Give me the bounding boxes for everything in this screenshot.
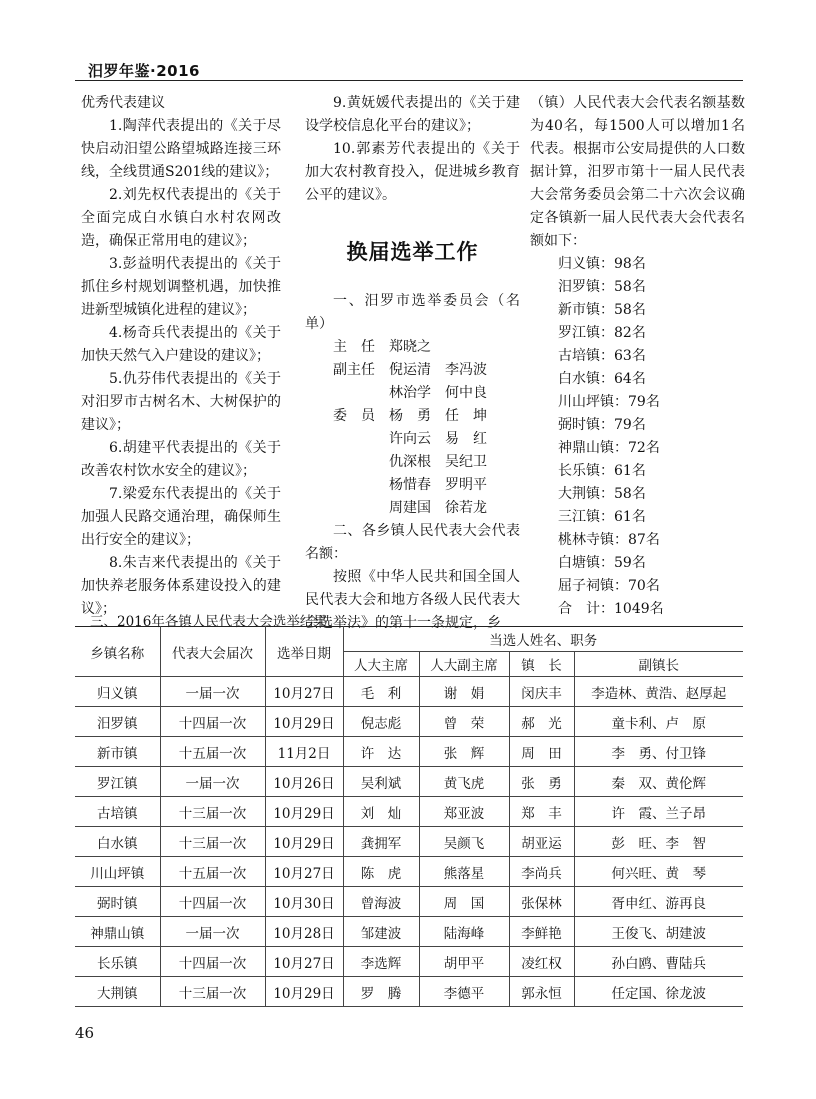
cell-chair: 许 达 [343, 737, 419, 767]
cell-chair: 陈 虎 [343, 857, 419, 887]
quota-row [530, 460, 745, 483]
quota-row [530, 552, 745, 575]
cell-town: 川山坪镇 [75, 857, 160, 887]
cell-town: 弼时镇 [75, 887, 160, 917]
header-date: 选举日期 [265, 627, 343, 677]
quota-count: 98名 [614, 256, 646, 272]
cell-vice-chair: 李德平 [419, 977, 509, 1007]
header-vice-chair: 人大副主席 [419, 652, 509, 677]
proposal-item: 3.彭益明代表提出的《关于抓住乡村规划调整机遇，加快推进新型城镇化进程的建议》； [81, 256, 281, 318]
page-number: 46 [75, 1024, 95, 1042]
quota-town: 罗江镇： [558, 325, 614, 341]
cell-date: 10月29日 [265, 977, 343, 1007]
cell-chair: 吴利斌 [343, 767, 419, 797]
quota-count: 58名 [614, 302, 646, 318]
quota-count: 79名 [614, 417, 646, 433]
quota-count: 72名 [628, 440, 660, 456]
cell-session: 一届一次 [160, 767, 265, 797]
quota-row [530, 368, 745, 391]
table-row [75, 707, 743, 737]
proposal-item: 2.刘先权代表提出的《关于全面完成白水镇白水村农网改造，确保正常用电的建议》； [81, 187, 281, 249]
quota-count: 64名 [614, 371, 646, 387]
quota-town: 白水镇： [558, 371, 614, 387]
cell-date: 10月27日 [265, 677, 343, 707]
cell-mayor: 张 勇 [509, 767, 574, 797]
excellent-proposals-title: 优秀代表建议 [81, 95, 165, 111]
cell-mayor: 张保林 [509, 887, 574, 917]
header-mayor: 镇 长 [509, 652, 574, 677]
quota-town: 合 计： [558, 601, 614, 617]
cell-date: 10月27日 [265, 947, 343, 977]
table-row [75, 947, 743, 977]
table-row [75, 677, 743, 707]
cell-vice-chair: 谢 娟 [419, 677, 509, 707]
table-row [75, 887, 743, 917]
cell-vice-chair: 张 辉 [419, 737, 509, 767]
cell-chair: 曾海波 [343, 887, 419, 917]
quota-row [530, 598, 745, 621]
cell-vice-chair: 曾 荣 [419, 707, 509, 737]
quota-count: 87名 [628, 532, 660, 548]
cell-mayor: 周 田 [509, 737, 574, 767]
election-results-table [75, 626, 743, 1007]
cell-town: 古培镇 [75, 797, 160, 827]
quota-town: 归义镇： [558, 256, 614, 272]
quota-count: 58名 [614, 486, 646, 502]
cell-mayor: 李尚兵 [509, 857, 574, 887]
quota-intro: 按照《中华人民共和国全国人民代表大会和地方各级人民代表大会选举法》的第十一条规定，乡 [305, 569, 520, 631]
quota-town: 大荆镇： [558, 486, 614, 502]
proposal-item: 4.杨奇兵代表提出的《关于加快天然气入户建设的建议》； [81, 325, 281, 364]
committee-member-line: 委 员 杨 勇 任 坤 [333, 408, 487, 424]
cell-vice-chair: 周 国 [419, 887, 509, 917]
cell-session: 十三届一次 [160, 977, 265, 1007]
header-vice-mayor: 副镇长 [574, 652, 743, 677]
quota-row [530, 483, 745, 506]
committee-member-line: 杨惜春 罗明平 [333, 477, 487, 493]
quota-row [530, 437, 745, 460]
cell-date: 10月29日 [265, 797, 343, 827]
quota-row [530, 529, 745, 552]
cell-mayor: 郭永恒 [509, 977, 574, 1007]
quota-count: 82名 [614, 325, 646, 341]
header-elected-group: 当选人姓名、职务 [343, 627, 743, 652]
cell-chair: 刘 灿 [343, 797, 419, 827]
cell-vice-chair: 黄飞虎 [419, 767, 509, 797]
cell-vice-mayor: 王俊飞、胡建波 [574, 917, 743, 947]
table-row [75, 737, 743, 767]
cell-vice-mayor: 彭 旺、李 智 [574, 827, 743, 857]
quota-row [530, 253, 745, 276]
cell-vice-mayor: 秦 双、黄伦辉 [574, 767, 743, 797]
cell-date: 10月30日 [265, 887, 343, 917]
quota-count: 63名 [614, 348, 646, 364]
proposal-item: 7.梁爱东代表提出的《关于加强人民路交通治理，确保师生出行安全的建议》； [81, 486, 281, 548]
committee-list [305, 336, 520, 520]
cell-session: 十五届一次 [160, 737, 265, 767]
table-row [75, 827, 743, 857]
cell-date: 11月2日 [265, 737, 343, 767]
cell-vice-chair: 郑亚波 [419, 797, 509, 827]
cell-chair: 邹建波 [343, 917, 419, 947]
column-3 [530, 92, 745, 621]
committee-member-line: 许向云 易 红 [333, 431, 487, 447]
cell-vice-mayor: 任定国、徐龙波 [574, 977, 743, 1007]
quota-row [530, 575, 745, 598]
cell-date: 10月26日 [265, 767, 343, 797]
column-2 [305, 92, 520, 635]
quota-count: 1049名 [614, 601, 664, 617]
cell-session: 十三届一次 [160, 827, 265, 857]
cell-town: 汨罗镇 [75, 707, 160, 737]
cell-mayor: 李鲜艳 [509, 917, 574, 947]
quota-count: 79名 [628, 394, 660, 410]
committee-member-line: 周建国 徐若龙 [333, 500, 487, 516]
proposal-item: 8.朱吉来代表提出的《关于加快养老服务体系建设投入的建议》； [81, 555, 281, 617]
proposal-list-continued [305, 92, 520, 207]
quota-heading: 二、各乡镇人民代表大会代表名额： [305, 523, 520, 562]
cell-town: 长乐镇 [75, 947, 160, 977]
quota-town: 三江镇： [558, 509, 614, 525]
cell-vice-mayor: 胥申红、游再良 [574, 887, 743, 917]
header-rule [75, 80, 743, 81]
header-chair: 人大主席 [343, 652, 419, 677]
quota-row [530, 299, 745, 322]
cell-chair: 倪志彪 [343, 707, 419, 737]
cell-chair: 毛 利 [343, 677, 419, 707]
proposal-list [81, 115, 281, 621]
cell-vice-mayor: 何兴旺、黄 琴 [574, 857, 743, 887]
cell-town: 归义镇 [75, 677, 160, 707]
quota-town: 神鼎山镇： [558, 440, 628, 456]
proposal-item: 5.仇芬伟代表提出的《关于对汨罗市古树名木、大树保护的建议》； [81, 371, 281, 433]
cell-town: 白水镇 [75, 827, 160, 857]
quota-town: 汨罗镇： [558, 279, 614, 295]
quota-town: 长乐镇： [558, 463, 614, 479]
cell-vice-mayor: 李造林、黄浩、赵厚起 [574, 677, 743, 707]
cell-session: 十四届一次 [160, 707, 265, 737]
quota-town: 桃林寺镇： [558, 532, 628, 548]
cell-vice-chair: 熊落星 [419, 857, 509, 887]
header-session: 代表大会届次 [160, 627, 265, 677]
quota-row [530, 391, 745, 414]
cell-date: 10月28日 [265, 917, 343, 947]
cell-vice-chair: 胡甲平 [419, 947, 509, 977]
running-header: 汨罗年鉴·2016 [88, 62, 200, 80]
cell-vice-mayor: 李 勇、付卫锋 [574, 737, 743, 767]
quota-row [530, 506, 745, 529]
quota-count: 59名 [614, 555, 646, 571]
quota-list [530, 253, 745, 621]
quota-count: 70名 [628, 578, 660, 594]
section-title: 换届选举工作 [346, 239, 479, 264]
quota-town: 川山坪镇： [558, 394, 628, 410]
quota-town: 白塘镇： [558, 555, 614, 571]
cell-vice-mayor: 许 霞、兰子昂 [574, 797, 743, 827]
cell-vice-chair: 陆海峰 [419, 917, 509, 947]
cell-chair: 李选辉 [343, 947, 419, 977]
cell-mayor: 郝 光 [509, 707, 574, 737]
quota-row [530, 322, 745, 345]
cell-town: 罗江镇 [75, 767, 160, 797]
quota-row [530, 345, 745, 368]
cell-session: 一届一次 [160, 677, 265, 707]
table-row [75, 767, 743, 797]
cell-chair: 龚拥军 [343, 827, 419, 857]
table-row [75, 797, 743, 827]
committee-heading: 一、汨罗市选举委员会（名单） [305, 293, 520, 332]
cell-session: 十四届一次 [160, 947, 265, 977]
committee-member-line: 主 任 郑晓之 [333, 339, 431, 355]
quota-count: 61名 [614, 509, 646, 525]
cell-chair: 罗 腾 [343, 977, 419, 1007]
cell-town: 大荆镇 [75, 977, 160, 1007]
proposal-item: 1.陶萍代表提出的《关于尽快启动汨望公路望城路连接三环线，全线贯通S201线的建议》； [81, 118, 281, 180]
cell-session: 十三届一次 [160, 797, 265, 827]
quota-town: 弼时镇： [558, 417, 614, 433]
cell-mayor: 闵庆丰 [509, 677, 574, 707]
quota-row [530, 276, 745, 299]
table-caption: 三、2016年各镇人民代表大会选举结果 [90, 614, 327, 630]
cell-town: 神鼎山镇 [75, 917, 160, 947]
cell-date: 10月29日 [265, 707, 343, 737]
quota-town: 古培镇： [558, 348, 614, 364]
cell-mayor: 郑 丰 [509, 797, 574, 827]
committee-member-line: 林治学 何中良 [333, 385, 487, 401]
header-town: 乡镇名称 [75, 627, 160, 677]
cell-date: 10月27日 [265, 857, 343, 887]
quota-row [530, 414, 745, 437]
table-row [75, 917, 743, 947]
committee-member-line: 副主任 倪运清 李冯波 [333, 362, 487, 378]
cell-mayor: 凌红权 [509, 947, 574, 977]
proposal-item: 9.黄妩媛代表提出的《关于建设学校信息化平台的建议》； [305, 95, 520, 134]
quota-town: 屈子祠镇： [558, 578, 628, 594]
cell-mayor: 胡亚运 [509, 827, 574, 857]
cell-session: 十五届一次 [160, 857, 265, 887]
table-row [75, 857, 743, 887]
cell-date: 10月29日 [265, 827, 343, 857]
quota-paragraph: （镇）人民代表大会代表名额基数为40名，每1500人可以增加1名代表。根据市公安局提供的人口数据计算，汨罗市第十一届人民代表大会常务委员会第二十六次会议确定各镇新一届人民代表大会代表名额如下： [530, 95, 745, 249]
proposal-item: 10.郭素芳代表提出的《关于加大农村教育投入，促进城乡教育公平的建议》。 [305, 141, 520, 203]
quota-town: 新市镇： [558, 302, 614, 318]
table-row [75, 977, 743, 1007]
cell-session: 十四届一次 [160, 887, 265, 917]
proposal-item: 6.胡建平代表提出的《关于改善农村饮水安全的建议》； [81, 440, 281, 479]
cell-vice-mayor: 孙白鸥、曹陆兵 [574, 947, 743, 977]
cell-vice-mayor: 童卡利、卢 原 [574, 707, 743, 737]
cell-vice-chair: 吴颜飞 [419, 827, 509, 857]
quota-count: 61名 [614, 463, 646, 479]
committee-member-line: 仇深根 吴纪卫 [333, 454, 487, 470]
column-1 [81, 92, 281, 621]
cell-town: 新市镇 [75, 737, 160, 767]
cell-session: 一届一次 [160, 917, 265, 947]
quota-count: 58名 [614, 279, 646, 295]
